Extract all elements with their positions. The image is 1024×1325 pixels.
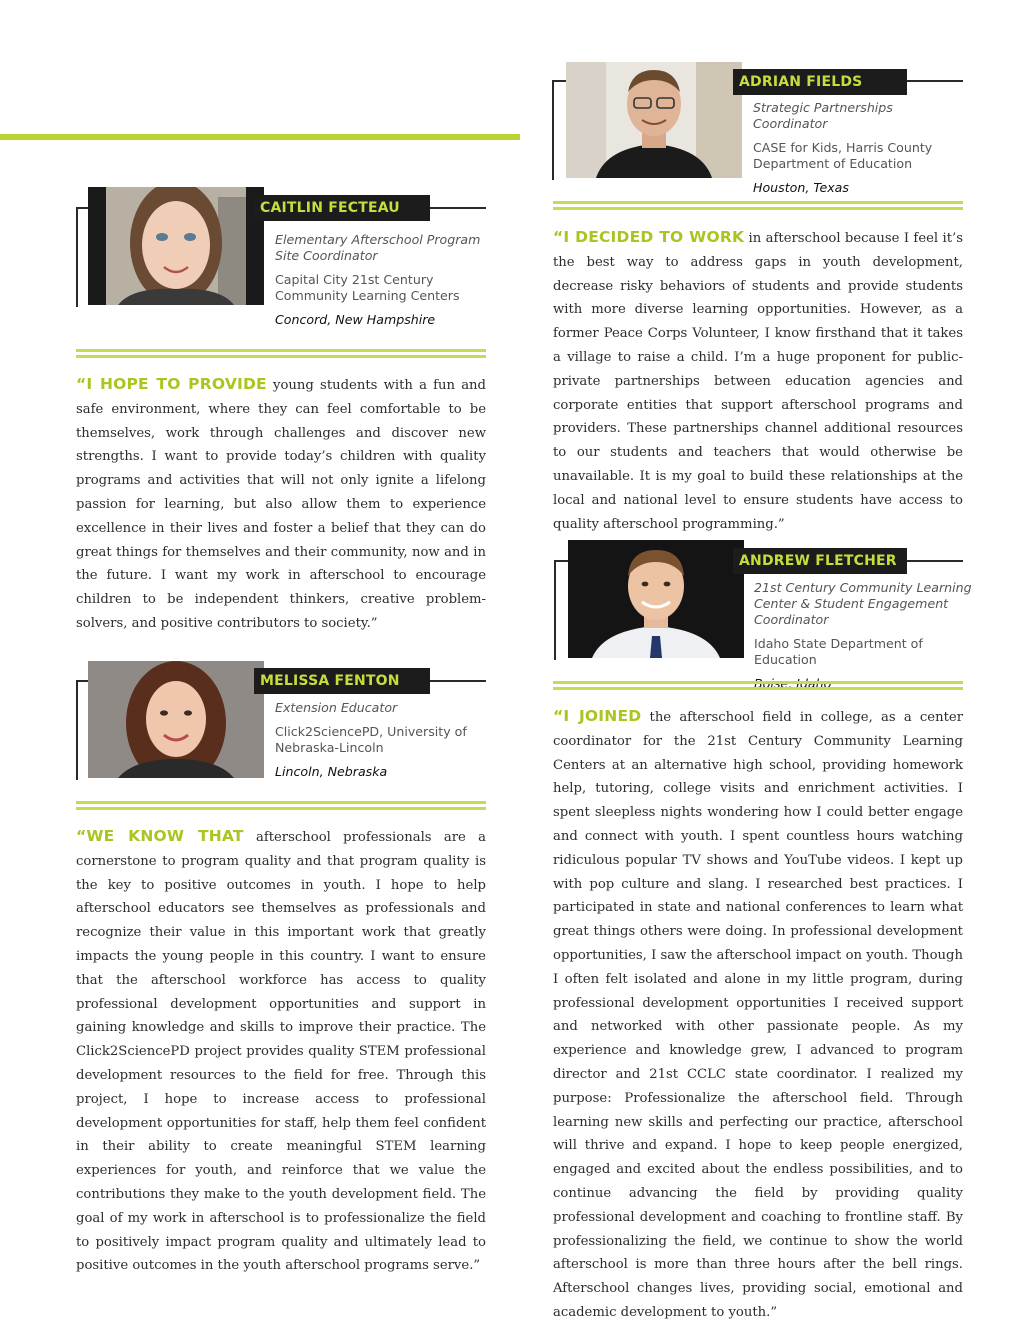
profile-role: Extension Educator (275, 700, 398, 715)
name-rule (907, 80, 963, 82)
quote-body: young students with a fun and safe environment, where they can feel comfortable to be themselves, work through challenges and discover new strengths. I want to provide today’s children with quality programs and activities that will not only ignite a lifelong passion for learning, but also allow them to experience excellence in their lives and foster a belief that they can do great things for themselves and their community, now and in the future. I want my work in afterschool to encourage children to be independent thinkers, creative problem-solvers, and positive contributors to society.” (76, 378, 486, 631)
quote-body: the afterschool field in college, as a center coordinator for the 21st Century Community Learning Centers at an alternative high school, providing homework help, tutoring, college visits and enrichment activities. I spent sleepless nights wondering how I could better engage and connect with youth. I spent countless hours watching ridiculous popular TV shows and YouTube videos. I kept up with pop culture and slang. I researched best practices. I participated in state and national conferences to learn what great things others were doing. In professional development opportunities, I saw the afterschool impact on youth. Though I often felt isolated and alone in my little program, during professional development opportunities I received support and networked with other passionate people. As my experience and knowledge grew, I advanced to program director and 21st CCLC state coordinator. I realized my purpose: Professionalize the afterschool field. Through learning new skills and perfecting our practice, afterschool will thrive and expand. I hope to keep people energized, engaged and excited about the endless possibilities, and to continue advancing the field by providing quality professional development and coaching to frontline staff. By professionalizing the field, we continue to show the world afterschool is more than three hours after the bell rings. Afterschool changes lives, providing social, emotional and academic development to youth.” (553, 710, 963, 1320)
profile-role: Strategic Partnerships Coordinator (753, 100, 893, 131)
profile-info (275, 232, 500, 336)
profile-location: Lincoln, Nebraska (275, 764, 388, 779)
profile-location: Houston, Texas (753, 180, 849, 195)
divider-rule (553, 201, 963, 210)
profile-photo (566, 62, 742, 178)
quote-lead: “I DECIDED TO WORK (553, 228, 745, 246)
profile-quote (76, 825, 486, 1278)
profile-role: 21st Century Community Learning Center & Student Engagement Coordinator (754, 580, 972, 627)
name-rule (430, 680, 486, 682)
profile-name: CAITLIN FECTEAU (254, 195, 430, 221)
name-rule (430, 207, 486, 209)
divider-rule (76, 801, 486, 810)
divider-rule (76, 349, 486, 358)
quote-body: in afterschool because I feel it’s the best way to address gaps in youth development, decrease risky behaviors of students and provide students with more diverse learning opportunities. However, as a former Peace Corps Volunteer, I know firsthand that it takes a village to raise a child. I’m a huge proponent for public-private partnerships between education agencies and corporate entities that support afterschool programs and providers. These partnerships channel additional resources to our students and teachers that would otherwise be unavailable. It is my goal to build these relationships at the local and national level to ensure students have access to quality afterschool programming.” (553, 231, 963, 532)
accent-rule (0, 134, 520, 140)
profile-org: Capital City 21st Century Community Learning Centers (275, 272, 460, 303)
profile-photo (568, 540, 744, 658)
profile-name: MELISSA FENTON (254, 668, 430, 694)
profile-info (275, 700, 495, 788)
name-rule (907, 560, 963, 562)
profile-info (753, 100, 968, 204)
quote-lead: “I JOINED (553, 707, 642, 725)
profile-location: Boise, Idaho (754, 676, 832, 691)
profile-location: Concord, New Hampshire (275, 312, 436, 327)
quote-body: afterschool professionals are a cornerstone to program quality and that program quality is the key to positive outcomes in youth. I hope to help afterschool educators see themselves as professionals and recognize their value in this important work that greatly impacts the young people in this country. I want to ensure that the afterschool workforce has access to quality professional development opportunities and support in gaining knowledge and skills to improve their practice. The Click2SciencePD project provides quality STEM professional development resources to the field for free. Through this project, I hope to increase access to professional development opportunities for staff, help them feel confident in their ability to create meaningful STEM learning experiences for youth, and reinforce that we value the contributions they make to the youth development field. The goal of my work in afterschool is to professionalize the field to positively impact program quality and ultimately lead to positive outcomes in the youth afterschool programs serve.” (76, 830, 486, 1274)
profile-photo (88, 187, 264, 305)
profile-org: Idaho State Department of Education (754, 636, 923, 667)
profile-quote (553, 705, 963, 1325)
profile-photo (88, 661, 264, 778)
profile-org: CASE for Kids, Harris County Department of Education (753, 140, 933, 171)
profile-quote (76, 373, 486, 636)
quote-lead: “WE KNOW THAT (76, 827, 244, 845)
profile-name: ADRIAN FIELDS (733, 69, 907, 95)
profile-quote (553, 226, 963, 536)
divider-rule (553, 681, 963, 690)
profile-role: Elementary Afterschool Program Site Coordinator (275, 232, 481, 263)
profile-name: ANDREW FLETCHER (733, 548, 907, 574)
quote-lead: “I HOPE TO PROVIDE (76, 375, 267, 393)
profile-org: Click2SciencePD, University of Nebraska-Lincoln (275, 724, 467, 755)
